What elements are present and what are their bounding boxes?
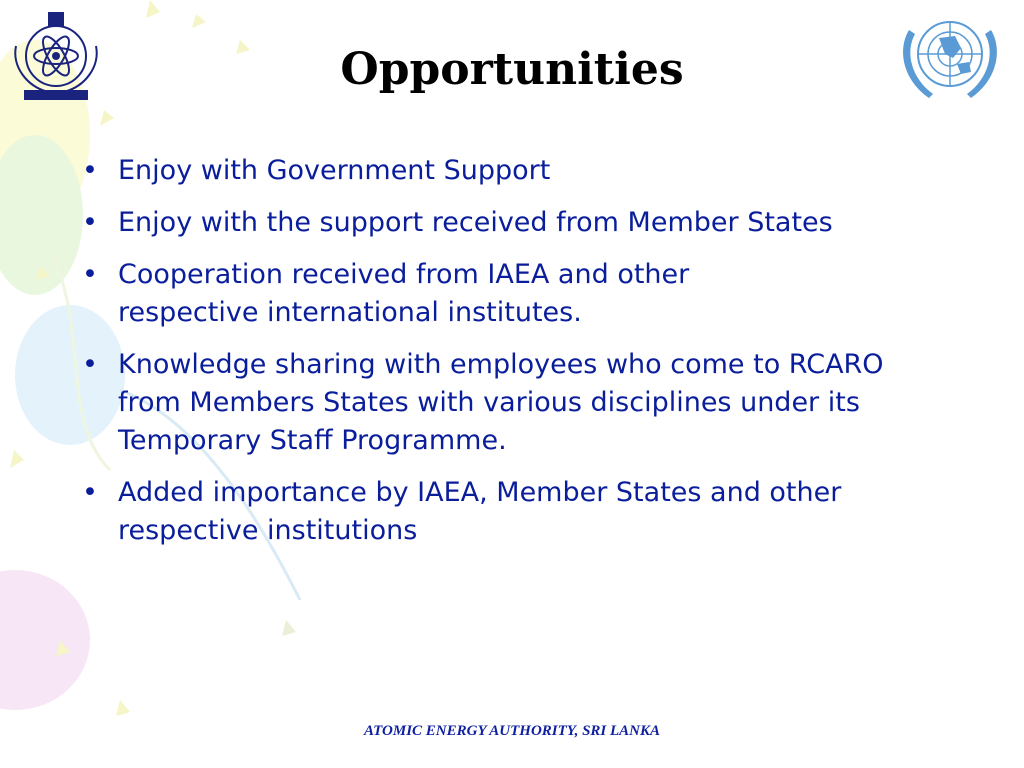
bullet-icon: • <box>82 349 98 380</box>
bullet-icon: • <box>82 207 98 238</box>
bullet-icon: • <box>82 155 98 186</box>
bullet-text: Cooperation received from IAEA and other respective international institutes. <box>118 259 690 328</box>
bullet-item <box>82 152 982 190</box>
bullet-item <box>82 256 982 332</box>
slide-title: Opportunities <box>340 44 684 95</box>
bullet-text: Added importance by IAEA, Member States and other respective institutions <box>118 477 842 546</box>
confetti <box>192 14 206 28</box>
bullet-icon: • <box>82 477 98 508</box>
bullet-text: Enjoy with Government Support <box>118 155 551 186</box>
slide-footer: ATOMIC ENERGY AUTHORITY, SRI LANKA <box>363 723 661 739</box>
bullet-list <box>82 152 982 564</box>
balloon-pink <box>0 570 90 710</box>
confetti <box>100 110 114 126</box>
confetti <box>282 620 296 636</box>
confetti <box>116 700 130 716</box>
bullet-item <box>82 474 982 550</box>
confetti <box>146 0 160 18</box>
bullet-text: Enjoy with the support received from Member States <box>118 207 833 238</box>
bullet-item <box>82 346 982 460</box>
bullet-item <box>82 204 982 242</box>
bullet-text: Knowledge sharing with employees who come to RCARO from Members States with various disciplines under its Temporary Staff Programme. <box>118 349 884 456</box>
confetti <box>10 450 24 468</box>
bullet-icon: • <box>82 259 98 290</box>
